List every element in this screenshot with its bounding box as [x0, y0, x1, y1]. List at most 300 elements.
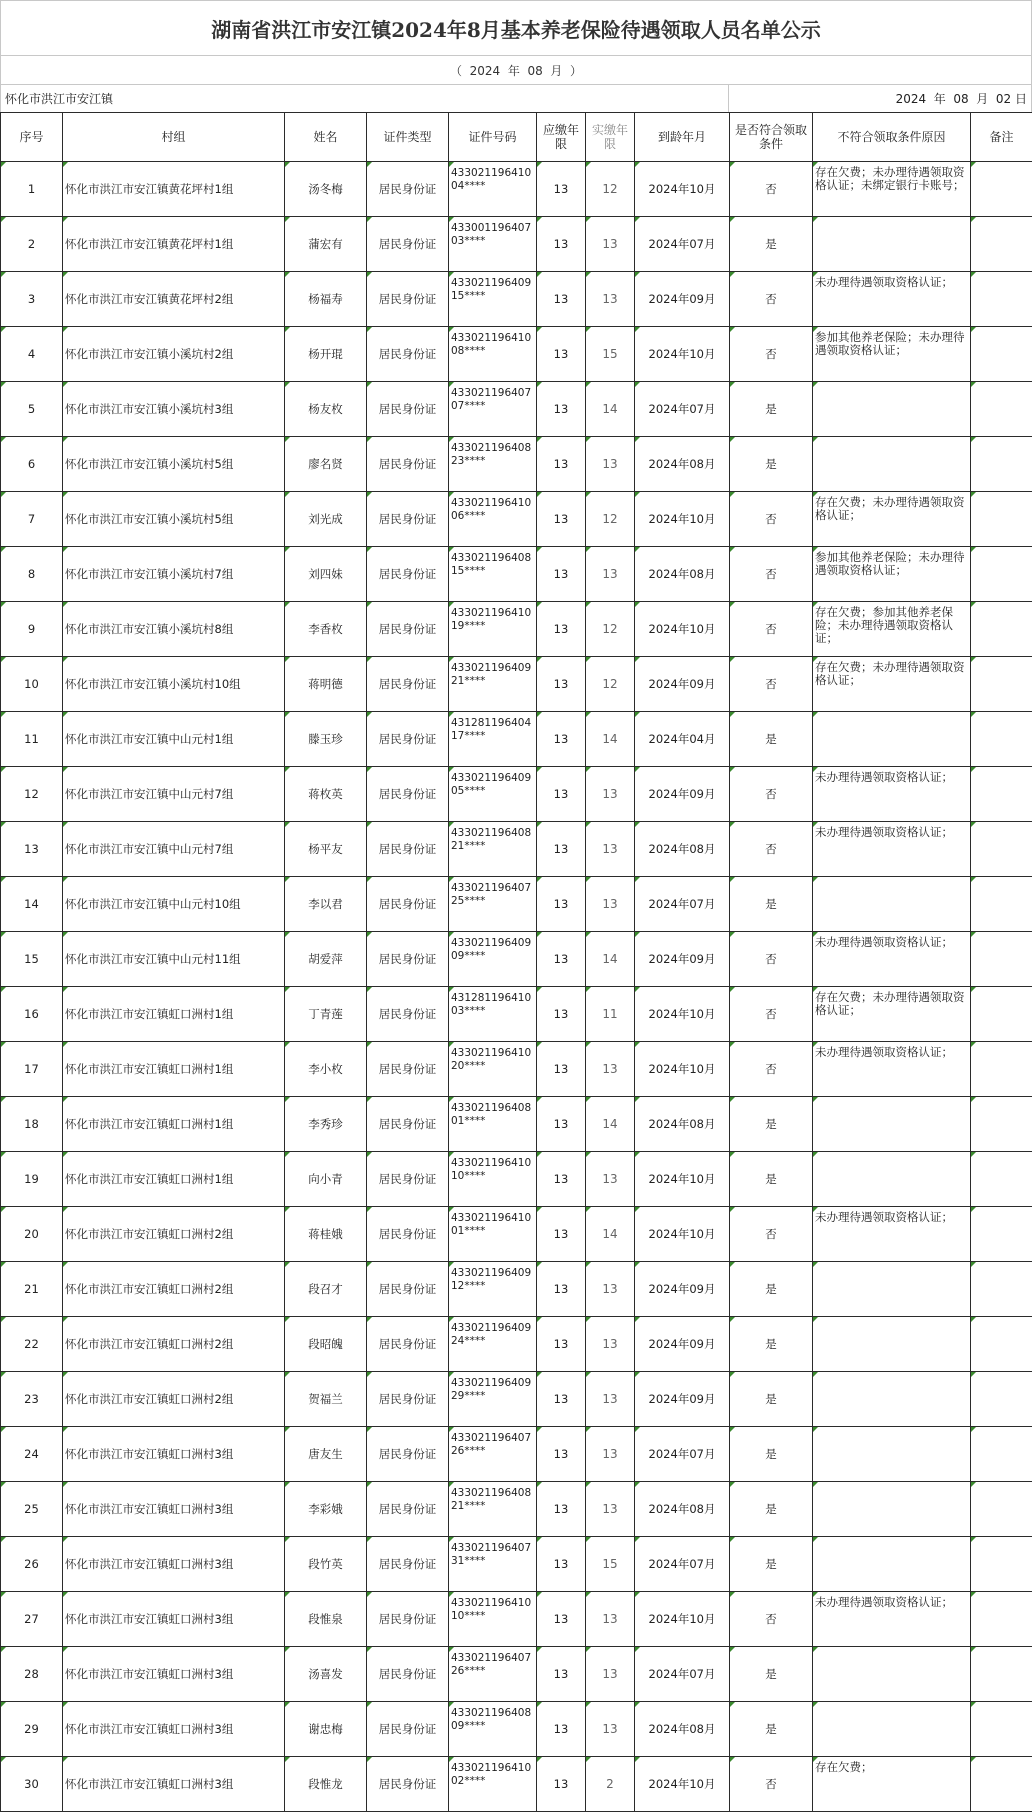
cell-remark [971, 767, 1032, 822]
table-row [1, 1097, 1032, 1152]
cell-eligible: 是 [730, 217, 813, 272]
cell-id-no: 43302119640909**** [449, 932, 537, 987]
cell-name: 段惟龙 [285, 1757, 367, 1812]
cell-age-month: 2024年09月 [635, 767, 730, 822]
header-id-no: 证件号码 [449, 113, 537, 162]
cell-id-type: 居民身份证 [367, 1262, 449, 1317]
cell-name: 向小青 [285, 1152, 367, 1207]
cell-village: 怀化市洪江市安江镇中山元村7组 [63, 767, 285, 822]
cell-name: 段惟泉 [285, 1592, 367, 1647]
cell-reason: 未办理待遇领取资格认证； [813, 272, 971, 327]
cell-id-type: 居民身份证 [367, 1592, 449, 1647]
cell-village: 怀化市洪江市安江镇虹口洲村1组 [63, 1097, 285, 1152]
cell-remark [971, 1537, 1032, 1592]
cell-age-month: 2024年08月 [635, 547, 730, 602]
cell-eligible: 是 [730, 1262, 813, 1317]
cell-name: 蒲宏有 [285, 217, 367, 272]
cell-age-month: 2024年07月 [635, 1647, 730, 1702]
cell-village: 怀化市洪江市安江镇小溪坑村8组 [63, 602, 285, 657]
cell-no: 3 [1, 272, 63, 327]
cell-name: 李彩娥 [285, 1482, 367, 1537]
cell-reason: 未办理待遇领取资格认证； [813, 1207, 971, 1262]
cell-village: 怀化市洪江市安江镇小溪坑村3组 [63, 382, 285, 437]
cell-id-type: 居民身份证 [367, 272, 449, 327]
cell-required-years: 13 [537, 767, 586, 822]
cell-age-month: 2024年10月 [635, 492, 730, 547]
cell-id-type: 居民身份证 [367, 987, 449, 1042]
cell-village: 怀化市洪江市安江镇虹口洲村1组 [63, 1152, 285, 1207]
cell-no: 6 [1, 437, 63, 492]
cell-id-type: 居民身份证 [367, 822, 449, 877]
cell-required-years: 13 [537, 272, 586, 327]
cell-reason [813, 1097, 971, 1152]
cell-no: 1 [1, 162, 63, 217]
cell-reason: 参加其他养老保险；未办理待遇领取资格认证； [813, 547, 971, 602]
cell-age-month: 2024年09月 [635, 1262, 730, 1317]
cell-eligible: 是 [730, 877, 813, 932]
cell-age-month: 2024年10月 [635, 327, 730, 382]
cell-actual-years: 13 [586, 1262, 635, 1317]
cell-no: 22 [1, 1317, 63, 1372]
cell-remark [971, 1372, 1032, 1427]
cell-age-month: 2024年09月 [635, 657, 730, 712]
cell-required-years: 13 [537, 382, 586, 437]
cell-remark [971, 987, 1032, 1042]
cell-id-no: 43302119641006**** [449, 492, 537, 547]
cell-actual-years: 13 [586, 822, 635, 877]
cell-eligible: 是 [730, 1372, 813, 1427]
cell-age-month: 2024年10月 [635, 987, 730, 1042]
cell-remark [971, 272, 1032, 327]
cell-reason: 未办理待遇领取资格认证； [813, 1042, 971, 1097]
cell-no: 25 [1, 1482, 63, 1537]
table-row [1, 822, 1032, 877]
table-row [1, 657, 1032, 712]
cell-no: 17 [1, 1042, 63, 1097]
cell-village: 怀化市洪江市安江镇黄花坪村2组 [63, 272, 285, 327]
cell-no: 27 [1, 1592, 63, 1647]
cell-id-no: 43128119641003**** [449, 987, 537, 1042]
cell-no: 8 [1, 547, 63, 602]
cell-reason [813, 382, 971, 437]
cell-eligible: 是 [730, 382, 813, 437]
table-row [1, 492, 1032, 547]
cell-remark [971, 1427, 1032, 1482]
cell-required-years: 13 [537, 437, 586, 492]
table-row [1, 1207, 1032, 1262]
cell-id-no: 43302119640929**** [449, 1372, 537, 1427]
cell-id-no: 43128119640417**** [449, 712, 537, 767]
cell-name: 唐友生 [285, 1427, 367, 1482]
cell-reason [813, 1647, 971, 1702]
cell-name: 刘光成 [285, 492, 367, 547]
cell-eligible: 否 [730, 1592, 813, 1647]
cell-actual-years: 13 [586, 1427, 635, 1482]
cell-actual-years: 13 [586, 1482, 635, 1537]
cell-village: 怀化市洪江市安江镇虹口洲村3组 [63, 1592, 285, 1647]
cell-id-type: 居民身份证 [367, 877, 449, 932]
cell-id-type: 居民身份证 [367, 382, 449, 437]
cell-id-no: 43302119640726**** [449, 1427, 537, 1482]
cell-id-no: 43302119640821**** [449, 822, 537, 877]
cell-name: 杨福寿 [285, 272, 367, 327]
cell-village: 怀化市洪江市安江镇小溪坑村7组 [63, 547, 285, 602]
cell-village: 怀化市洪江市安江镇虹口洲村2组 [63, 1207, 285, 1262]
cell-village: 怀化市洪江市安江镇虹口洲村1组 [63, 987, 285, 1042]
cell-name: 杨友枚 [285, 382, 367, 437]
cell-age-month: 2024年04月 [635, 712, 730, 767]
cell-id-type: 居民身份证 [367, 162, 449, 217]
cell-name: 段召才 [285, 1262, 367, 1317]
cell-actual-years: 14 [586, 382, 635, 437]
cell-actual-years: 13 [586, 1317, 635, 1372]
cell-reason: 存在欠费；未办理待遇领取资格认证； [813, 657, 971, 712]
cell-id-no: 43302119640731**** [449, 1537, 537, 1592]
cell-id-type: 居民身份证 [367, 1317, 449, 1372]
cell-remark [971, 1647, 1032, 1702]
cell-remark [971, 382, 1032, 437]
cell-required-years: 13 [537, 1372, 586, 1427]
cell-eligible: 是 [730, 1647, 813, 1702]
cell-eligible: 是 [730, 437, 813, 492]
cell-remark [971, 932, 1032, 987]
cell-age-month: 2024年07月 [635, 1427, 730, 1482]
cell-remark [971, 877, 1032, 932]
cell-actual-years: 13 [586, 547, 635, 602]
cell-id-type: 居民身份证 [367, 712, 449, 767]
cell-age-month: 2024年08月 [635, 1702, 730, 1757]
header-actual-years: 实缴年限 [586, 113, 635, 162]
cell-remark [971, 602, 1032, 657]
cell-village: 怀化市洪江市安江镇中山元村10组 [63, 877, 285, 932]
cell-eligible: 是 [730, 1427, 813, 1482]
cell-name: 蒋明德 [285, 657, 367, 712]
cell-required-years: 13 [537, 1647, 586, 1702]
cell-required-years: 13 [537, 217, 586, 272]
header-required-years: 应缴年限 [537, 113, 586, 162]
cell-no: 11 [1, 712, 63, 767]
cell-name: 蒋桂娥 [285, 1207, 367, 1262]
table-row [1, 1592, 1032, 1647]
recipient-table [0, 112, 1032, 1812]
cell-id-type: 居民身份证 [367, 1372, 449, 1427]
cell-reason [813, 712, 971, 767]
cell-id-type: 居民身份证 [367, 217, 449, 272]
cell-village: 怀化市洪江市安江镇虹口洲村2组 [63, 1262, 285, 1317]
cell-age-month: 2024年09月 [635, 1317, 730, 1372]
cell-name: 刘四妹 [285, 547, 367, 602]
cell-remark [971, 547, 1032, 602]
cell-required-years: 13 [537, 1042, 586, 1097]
cell-actual-years: 11 [586, 987, 635, 1042]
cell-village: 怀化市洪江市安江镇虹口洲村2组 [63, 1372, 285, 1427]
cell-age-month: 2024年10月 [635, 602, 730, 657]
cell-eligible: 否 [730, 987, 813, 1042]
cell-reason: 存在欠费；参加其他养老保险；未办理待遇领取资格认证； [813, 602, 971, 657]
cell-name: 汤喜发 [285, 1647, 367, 1702]
cell-actual-years: 14 [586, 712, 635, 767]
cell-village: 怀化市洪江市安江镇虹口洲村3组 [63, 1647, 285, 1702]
cell-no: 28 [1, 1647, 63, 1702]
cell-eligible: 是 [730, 1317, 813, 1372]
cell-id-no: 43302119640801**** [449, 1097, 537, 1152]
cell-id-no: 43302119641002**** [449, 1757, 537, 1812]
table-row [1, 932, 1032, 987]
cell-age-month: 2024年07月 [635, 382, 730, 437]
cell-id-type: 居民身份证 [367, 767, 449, 822]
header-id-type: 证件类型 [367, 113, 449, 162]
cell-eligible: 是 [730, 1537, 813, 1592]
cell-eligible: 是 [730, 1702, 813, 1757]
cell-no: 2 [1, 217, 63, 272]
header-no: 序号 [1, 113, 63, 162]
cell-required-years: 13 [537, 1097, 586, 1152]
table-row [1, 602, 1032, 657]
cell-reason: 参加其他养老保险；未办理待遇领取资格认证； [813, 327, 971, 382]
table-row [1, 217, 1032, 272]
cell-required-years: 13 [537, 1262, 586, 1317]
cell-eligible: 是 [730, 712, 813, 767]
cell-village: 怀化市洪江市安江镇黄花坪村1组 [63, 217, 285, 272]
cell-no: 30 [1, 1757, 63, 1812]
cell-no: 13 [1, 822, 63, 877]
cell-village: 怀化市洪江市安江镇虹口洲村3组 [63, 1537, 285, 1592]
cell-reason [813, 1372, 971, 1427]
cell-no: 23 [1, 1372, 63, 1427]
cell-age-month: 2024年10月 [635, 162, 730, 217]
cell-id-type: 居民身份证 [367, 547, 449, 602]
cell-eligible: 否 [730, 932, 813, 987]
cell-eligible: 否 [730, 1207, 813, 1262]
cell-no: 10 [1, 657, 63, 712]
cell-age-month: 2024年10月 [635, 1152, 730, 1207]
cell-remark [971, 1042, 1032, 1097]
cell-village: 怀化市洪江市安江镇中山元村11组 [63, 932, 285, 987]
cell-actual-years: 13 [586, 272, 635, 327]
cell-required-years: 13 [537, 547, 586, 602]
cell-reason: 未办理待遇领取资格认证； [813, 1592, 971, 1647]
cell-village: 怀化市洪江市安江镇虹口洲村1组 [63, 1042, 285, 1097]
table-row [1, 1372, 1032, 1427]
cell-id-no: 43302119640707**** [449, 382, 537, 437]
cell-id-no: 43302119640726**** [449, 1647, 537, 1702]
header-name: 姓名 [285, 113, 367, 162]
cell-village: 怀化市洪江市安江镇虹口洲村3组 [63, 1702, 285, 1757]
cell-id-no: 43302119640815**** [449, 547, 537, 602]
table-row [1, 1537, 1032, 1592]
header-age-month: 到龄年月 [635, 113, 730, 162]
cell-age-month: 2024年07月 [635, 877, 730, 932]
cell-required-years: 13 [537, 1592, 586, 1647]
cell-reason [813, 217, 971, 272]
cell-actual-years: 13 [586, 1592, 635, 1647]
cell-age-month: 2024年08月 [635, 822, 730, 877]
table-row [1, 1702, 1032, 1757]
cell-eligible: 否 [730, 657, 813, 712]
cell-actual-years: 13 [586, 877, 635, 932]
cell-name: 李香枚 [285, 602, 367, 657]
cell-village: 怀化市洪江市安江镇中山元村7组 [63, 822, 285, 877]
cell-reason: 存在欠费；未办理待遇领取资格认证；未绑定银行卡账号； [813, 162, 971, 217]
cell-id-no: 43300119640703**** [449, 217, 537, 272]
cell-remark [971, 1757, 1032, 1812]
table-row [1, 1647, 1032, 1702]
cell-reason: 存在欠费；未办理待遇领取资格认证； [813, 987, 971, 1042]
cell-no: 18 [1, 1097, 63, 1152]
cell-remark [971, 492, 1032, 547]
cell-id-type: 居民身份证 [367, 327, 449, 382]
cell-name: 蒋枚英 [285, 767, 367, 822]
cell-name: 杨开琨 [285, 327, 367, 382]
cell-age-month: 2024年10月 [635, 1207, 730, 1262]
cell-id-type: 居民身份证 [367, 1647, 449, 1702]
document-date: 2024 年 08 月 02 日 [729, 85, 1031, 112]
cell-name: 廖名贤 [285, 437, 367, 492]
cell-id-type: 居民身份证 [367, 1152, 449, 1207]
table-row [1, 382, 1032, 437]
cell-no: 15 [1, 932, 63, 987]
cell-remark [971, 1207, 1032, 1262]
cell-village: 怀化市洪江市安江镇虹口洲村3组 [63, 1757, 285, 1812]
cell-village: 怀化市洪江市安江镇小溪坑村10组 [63, 657, 285, 712]
cell-reason: 未办理待遇领取资格认证； [813, 932, 971, 987]
cell-age-month: 2024年10月 [635, 1592, 730, 1647]
cell-actual-years: 13 [586, 437, 635, 492]
cell-no: 19 [1, 1152, 63, 1207]
cell-id-no: 43302119640912**** [449, 1262, 537, 1317]
cell-village: 怀化市洪江市安江镇小溪坑村5组 [63, 492, 285, 547]
table-row [1, 877, 1032, 932]
cell-required-years: 13 [537, 877, 586, 932]
cell-required-years: 13 [537, 822, 586, 877]
cell-reason [813, 1537, 971, 1592]
cell-eligible: 否 [730, 547, 813, 602]
cell-name: 谢忠梅 [285, 1702, 367, 1757]
cell-actual-years: 14 [586, 1097, 635, 1152]
cell-remark [971, 1152, 1032, 1207]
cell-age-month: 2024年07月 [635, 217, 730, 272]
cell-reason: 存在欠费；未办理待遇领取资格认证； [813, 492, 971, 547]
cell-actual-years: 13 [586, 1042, 635, 1097]
cell-remark [971, 1702, 1032, 1757]
cell-id-no: 43302119640809**** [449, 1702, 537, 1757]
cell-actual-years: 2 [586, 1757, 635, 1812]
cell-name: 李以君 [285, 877, 367, 932]
cell-required-years: 13 [537, 162, 586, 217]
cell-no: 20 [1, 1207, 63, 1262]
cell-id-type: 居民身份证 [367, 1042, 449, 1097]
cell-id-no: 43302119641020**** [449, 1042, 537, 1097]
cell-reason [813, 1482, 971, 1537]
document-period: （ 2024 年 08 月 ） [0, 55, 1032, 84]
cell-id-no: 43302119640725**** [449, 877, 537, 932]
cell-no: 16 [1, 987, 63, 1042]
cell-id-no: 43302119640821**** [449, 1482, 537, 1537]
cell-id-no: 43302119640924**** [449, 1317, 537, 1372]
cell-age-month: 2024年09月 [635, 932, 730, 987]
cell-actual-years: 13 [586, 1152, 635, 1207]
cell-no: 9 [1, 602, 63, 657]
table-row [1, 162, 1032, 217]
cell-remark [971, 217, 1032, 272]
table-row [1, 437, 1032, 492]
cell-required-years: 13 [537, 932, 586, 987]
cell-actual-years: 14 [586, 1207, 635, 1262]
cell-id-no: 43302119641004**** [449, 162, 537, 217]
table-row [1, 547, 1032, 602]
header-village: 村组 [63, 113, 285, 162]
cell-remark [971, 1592, 1032, 1647]
cell-id-type: 居民身份证 [367, 1207, 449, 1262]
cell-id-no: 43302119640905**** [449, 767, 537, 822]
cell-no: 24 [1, 1427, 63, 1482]
cell-actual-years: 14 [586, 932, 635, 987]
cell-no: 14 [1, 877, 63, 932]
cell-required-years: 13 [537, 657, 586, 712]
cell-village: 怀化市洪江市安江镇小溪坑村2组 [63, 327, 285, 382]
cell-remark [971, 1262, 1032, 1317]
cell-age-month: 2024年09月 [635, 272, 730, 327]
header-remark: 备注 [971, 113, 1032, 162]
cell-eligible: 否 [730, 602, 813, 657]
table-row [1, 712, 1032, 767]
cell-id-no: 43302119641010**** [449, 1152, 537, 1207]
cell-name: 段昭魄 [285, 1317, 367, 1372]
cell-required-years: 13 [537, 1317, 586, 1372]
table-body [1, 162, 1032, 1812]
cell-age-month: 2024年08月 [635, 1097, 730, 1152]
cell-no: 29 [1, 1702, 63, 1757]
cell-remark [971, 1097, 1032, 1152]
cell-name: 丁青莲 [285, 987, 367, 1042]
cell-name: 李秀珍 [285, 1097, 367, 1152]
cell-id-no: 43302119640915**** [449, 272, 537, 327]
cell-eligible: 否 [730, 492, 813, 547]
cell-reason [813, 1152, 971, 1207]
cell-actual-years: 13 [586, 217, 635, 272]
cell-age-month: 2024年10月 [635, 1757, 730, 1812]
cell-required-years: 13 [537, 1757, 586, 1812]
cell-village: 怀化市洪江市安江镇虹口洲村3组 [63, 1482, 285, 1537]
cell-actual-years: 12 [586, 162, 635, 217]
cell-actual-years: 13 [586, 1647, 635, 1702]
cell-required-years: 13 [537, 1537, 586, 1592]
document-title: 湖南省洪江市安江镇2024年8月基本养老保险待遇领取人员名单公示 [0, 0, 1032, 55]
cell-eligible: 否 [730, 327, 813, 382]
table-row [1, 327, 1032, 382]
cell-reason [813, 1702, 971, 1757]
cell-reason [813, 437, 971, 492]
cell-id-type: 居民身份证 [367, 492, 449, 547]
cell-remark [971, 1482, 1032, 1537]
cell-id-no: 43302119641010**** [449, 1592, 537, 1647]
table-row [1, 1152, 1032, 1207]
cell-actual-years: 15 [586, 1537, 635, 1592]
cell-no: 12 [1, 767, 63, 822]
cell-no: 21 [1, 1262, 63, 1317]
cell-id-type: 居民身份证 [367, 1482, 449, 1537]
table-row [1, 1042, 1032, 1097]
table-row [1, 1262, 1032, 1317]
table-row [1, 1427, 1032, 1482]
cell-actual-years: 13 [586, 1372, 635, 1427]
cell-id-no: 43302119641001**** [449, 1207, 537, 1262]
cell-id-type: 居民身份证 [367, 932, 449, 987]
cell-village: 怀化市洪江市安江镇黄花坪村1组 [63, 162, 285, 217]
info-row [0, 84, 1032, 112]
cell-actual-years: 12 [586, 602, 635, 657]
cell-actual-years: 15 [586, 327, 635, 382]
